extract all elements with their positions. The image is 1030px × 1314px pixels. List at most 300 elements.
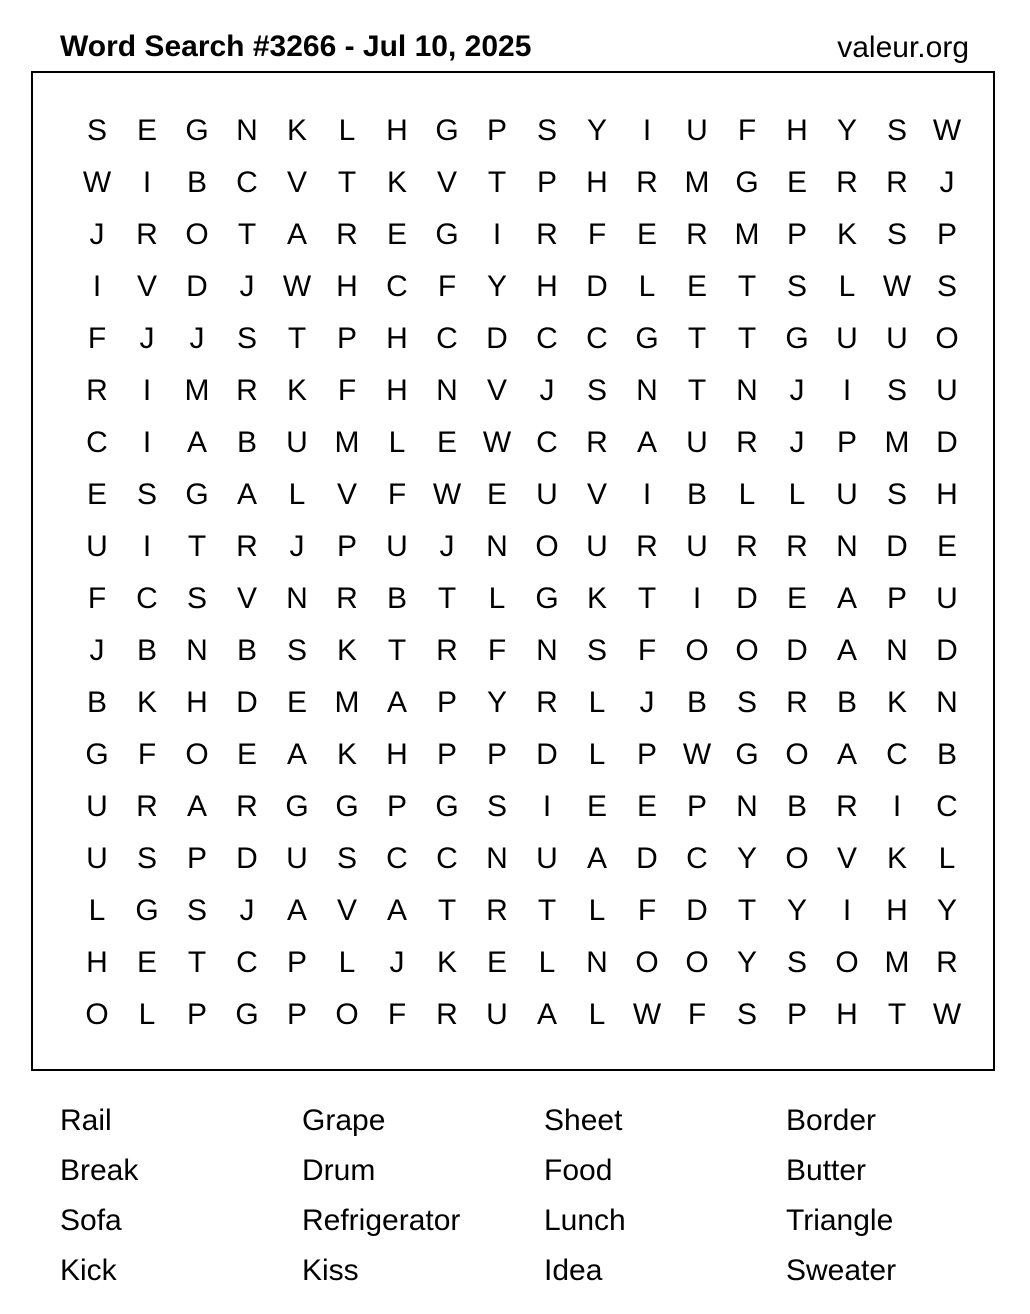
grid-cell[interactable]: U	[536, 842, 558, 875]
grid-cell[interactable]: E	[636, 790, 657, 823]
grid-cell[interactable]: G	[435, 790, 459, 823]
grid-cell[interactable]: N	[536, 634, 558, 667]
grid-cell[interactable]: E	[386, 218, 407, 251]
grid-cell[interactable]: F	[737, 114, 757, 147]
grid-cell[interactable]: L	[538, 946, 556, 979]
grid-cell[interactable]: Y	[936, 894, 957, 927]
grid-cell[interactable]: C	[536, 426, 558, 459]
grid-cell[interactable]: J	[389, 946, 405, 979]
grid-cell[interactable]: R	[136, 790, 158, 823]
grid-cell[interactable]: E	[486, 946, 507, 979]
grid-cell[interactable]: Y	[486, 686, 507, 719]
grid-cell[interactable]: E	[286, 686, 307, 719]
grid-cell[interactable]: I	[142, 374, 152, 407]
grid-cell[interactable]: A	[836, 582, 857, 615]
grid-cell[interactable]: K	[336, 634, 357, 667]
grid-cell[interactable]: L	[738, 478, 756, 511]
grid-cell[interactable]: V	[236, 582, 257, 615]
grid-cell[interactable]: F	[87, 322, 107, 355]
grid-cell[interactable]: L	[588, 686, 606, 719]
grid-cell[interactable]: U	[286, 426, 308, 459]
grid-cell[interactable]: I	[892, 790, 902, 823]
grid-cell[interactable]: U	[86, 842, 108, 875]
grid-cell[interactable]: R	[586, 426, 608, 459]
grid-cell[interactable]: P	[336, 322, 357, 355]
grid-cell[interactable]: F	[487, 634, 507, 667]
grid-cell[interactable]: D	[936, 426, 958, 459]
grid-cell[interactable]: I	[642, 114, 652, 147]
grid-cell[interactable]: O	[185, 738, 209, 771]
grid-cell[interactable]: I	[542, 790, 552, 823]
grid-cell[interactable]: H	[786, 114, 808, 147]
grid-cell[interactable]: M	[734, 218, 760, 251]
grid-cell[interactable]: S	[886, 478, 907, 511]
grid-cell[interactable]: J	[189, 322, 205, 355]
grid-cell[interactable]: N	[286, 582, 308, 615]
grid-cell[interactable]: J	[789, 426, 805, 459]
grid-cell[interactable]: C	[236, 946, 258, 979]
grid-cell[interactable]: N	[736, 790, 758, 823]
grid-cell[interactable]: L	[938, 842, 956, 875]
grid-cell[interactable]: R	[686, 218, 708, 251]
grid-cell[interactable]: U	[586, 530, 608, 563]
grid-cell[interactable]: C	[886, 738, 908, 771]
grid-cell[interactable]: J	[239, 270, 255, 303]
grid-cell[interactable]: D	[236, 686, 258, 719]
grid-cell[interactable]: Y	[586, 114, 607, 147]
grid-cell[interactable]: B	[86, 686, 107, 719]
grid-cell[interactable]: G	[735, 738, 759, 771]
grid-cell[interactable]: G	[535, 582, 559, 615]
grid-cell[interactable]: F	[437, 270, 457, 303]
grid-cell[interactable]: J	[639, 686, 655, 719]
grid-cell[interactable]: W	[932, 998, 962, 1031]
grid-cell[interactable]: Y	[836, 114, 857, 147]
grid-cell[interactable]: H	[336, 270, 358, 303]
grid-cell[interactable]: V	[436, 166, 457, 199]
grid-cell[interactable]: S	[586, 634, 607, 667]
grid-cell[interactable]: T	[687, 322, 707, 355]
grid-cell[interactable]: U	[836, 322, 858, 355]
grid-cell[interactable]: P	[186, 998, 207, 1031]
grid-cell[interactable]: T	[637, 582, 657, 615]
grid-cell[interactable]: J	[89, 218, 105, 251]
grid-cell[interactable]: S	[336, 842, 357, 875]
grid-cell[interactable]: A	[236, 478, 257, 511]
grid-cell[interactable]: B	[236, 634, 257, 667]
grid-cell[interactable]: F	[337, 374, 357, 407]
grid-cell[interactable]: C	[936, 790, 958, 823]
grid-cell[interactable]: W	[82, 166, 112, 199]
grid-cell[interactable]: C	[586, 322, 608, 355]
grid-cell[interactable]: H	[536, 270, 558, 303]
grid-cell[interactable]: W	[882, 270, 912, 303]
grid-cell[interactable]: S	[786, 270, 807, 303]
grid-cell[interactable]: F	[87, 582, 107, 615]
grid-cell[interactable]: U	[486, 998, 508, 1031]
grid-cell[interactable]: H	[386, 322, 408, 355]
grid-cell[interactable]: H	[386, 374, 408, 407]
grid-cell[interactable]: T	[437, 894, 457, 927]
grid-cell[interactable]: F	[637, 634, 657, 667]
grid-cell[interactable]: G	[135, 894, 159, 927]
grid-cell[interactable]: C	[686, 842, 708, 875]
grid-cell[interactable]: L	[488, 582, 506, 615]
grid-cell[interactable]: K	[836, 218, 857, 251]
grid-cell[interactable]: B	[686, 478, 707, 511]
grid-cell[interactable]: U	[886, 322, 908, 355]
grid-cell[interactable]: C	[386, 842, 408, 875]
grid-cell[interactable]: N	[486, 842, 508, 875]
grid-cell[interactable]: N	[586, 946, 608, 979]
grid-cell[interactable]: F	[687, 998, 707, 1031]
grid-cell[interactable]: O	[185, 218, 209, 251]
grid-cell[interactable]: E	[486, 478, 507, 511]
grid-cell[interactable]: R	[736, 426, 758, 459]
grid-cell[interactable]: J	[789, 374, 805, 407]
grid-cell[interactable]: I	[142, 426, 152, 459]
grid-cell[interactable]: E	[586, 790, 607, 823]
grid-cell[interactable]: J	[439, 530, 455, 563]
grid-cell[interactable]: S	[586, 374, 607, 407]
grid-cell[interactable]: C	[386, 270, 408, 303]
grid-cell[interactable]: R	[536, 218, 558, 251]
grid-cell[interactable]: I	[492, 218, 502, 251]
grid-cell[interactable]: T	[737, 894, 757, 927]
grid-cell[interactable]: A	[386, 894, 407, 927]
grid-cell[interactable]: K	[286, 114, 307, 147]
grid-cell[interactable]: J	[939, 166, 955, 199]
grid-cell[interactable]: A	[536, 998, 557, 1031]
grid-cell[interactable]: M	[884, 426, 910, 459]
grid-cell[interactable]: O	[835, 946, 859, 979]
grid-cell[interactable]: B	[236, 426, 257, 459]
grid-cell[interactable]: E	[636, 218, 657, 251]
grid-cell[interactable]: L	[838, 270, 856, 303]
grid-cell[interactable]: G	[235, 998, 259, 1031]
grid-cell[interactable]: M	[334, 426, 360, 459]
grid-cell[interactable]: G	[335, 790, 359, 823]
grid-cell[interactable]: V	[836, 842, 857, 875]
grid-cell[interactable]: S	[486, 790, 507, 823]
grid-cell[interactable]: V	[336, 894, 357, 927]
grid-cell[interactable]: I	[92, 270, 102, 303]
grid-cell[interactable]: B	[836, 686, 857, 719]
grid-cell[interactable]: P	[286, 946, 307, 979]
grid-cell[interactable]: A	[286, 894, 307, 927]
grid-cell[interactable]: A	[286, 218, 307, 251]
grid-cell[interactable]: R	[636, 166, 658, 199]
grid-cell[interactable]: W	[282, 270, 312, 303]
grid-cell[interactable]: L	[788, 478, 806, 511]
grid-cell[interactable]: U	[686, 426, 708, 459]
grid-cell[interactable]: P	[386, 790, 407, 823]
grid-cell[interactable]: P	[886, 582, 907, 615]
grid-cell[interactable]: N	[186, 634, 208, 667]
grid-cell[interactable]: T	[887, 998, 907, 1031]
grid-cell[interactable]: N	[736, 374, 758, 407]
grid-cell[interactable]: L	[338, 114, 356, 147]
grid-cell[interactable]: G	[435, 114, 459, 147]
grid-cell[interactable]: S	[936, 270, 957, 303]
grid-cell[interactable]: W	[432, 478, 462, 511]
grid-cell[interactable]: E	[786, 166, 807, 199]
grid-cell[interactable]: G	[635, 322, 659, 355]
grid-cell[interactable]: H	[936, 478, 958, 511]
grid-cell[interactable]: B	[936, 738, 957, 771]
grid-cell[interactable]: C	[436, 322, 458, 355]
grid-cell[interactable]: Y	[786, 894, 807, 927]
grid-cell[interactable]: D	[236, 842, 258, 875]
grid-cell[interactable]: K	[386, 166, 407, 199]
grid-cell[interactable]: I	[642, 478, 652, 511]
grid-cell[interactable]: U	[536, 478, 558, 511]
grid-cell[interactable]: Y	[736, 842, 757, 875]
grid-cell[interactable]: K	[286, 374, 307, 407]
grid-cell[interactable]: R	[436, 634, 458, 667]
grid-cell[interactable]: P	[786, 998, 807, 1031]
grid-cell[interactable]: P	[636, 738, 657, 771]
grid-cell[interactable]: O	[85, 998, 109, 1031]
grid-cell[interactable]: K	[336, 738, 357, 771]
grid-cell[interactable]: M	[684, 166, 710, 199]
grid-cell[interactable]: L	[638, 270, 656, 303]
grid-cell[interactable]: S	[786, 946, 807, 979]
grid-cell[interactable]: G	[85, 738, 109, 771]
grid-cell[interactable]: F	[387, 478, 407, 511]
grid-cell[interactable]: D	[786, 634, 808, 667]
grid-cell[interactable]: D	[586, 270, 608, 303]
grid-cell[interactable]: O	[785, 842, 809, 875]
grid-cell[interactable]: K	[886, 686, 907, 719]
grid-cell[interactable]: V	[336, 478, 357, 511]
grid-cell[interactable]: C	[236, 166, 258, 199]
grid-cell[interactable]: G	[185, 478, 209, 511]
grid-cell[interactable]: N	[236, 114, 258, 147]
grid-cell[interactable]: A	[636, 426, 657, 459]
grid-cell[interactable]: V	[286, 166, 307, 199]
grid-cell[interactable]: O	[535, 530, 559, 563]
grid-cell[interactable]: W	[682, 738, 712, 771]
grid-cell[interactable]: T	[387, 634, 407, 667]
grid-cell[interactable]: S	[136, 478, 157, 511]
grid-cell[interactable]: B	[386, 582, 407, 615]
grid-cell[interactable]: U	[936, 374, 958, 407]
grid-cell[interactable]: H	[586, 166, 608, 199]
grid-cell[interactable]: J	[239, 894, 255, 927]
grid-cell[interactable]: D	[736, 582, 758, 615]
grid-cell[interactable]: S	[886, 218, 907, 251]
grid-cell[interactable]: U	[836, 478, 858, 511]
grid-cell[interactable]: B	[186, 166, 207, 199]
grid-cell[interactable]: R	[236, 374, 258, 407]
grid-cell[interactable]: T	[737, 270, 757, 303]
grid-cell[interactable]: Y	[736, 946, 757, 979]
grid-cell[interactable]: E	[236, 738, 257, 771]
grid-cell[interactable]: U	[86, 530, 108, 563]
grid-cell[interactable]: P	[286, 998, 307, 1031]
grid-cell[interactable]: I	[842, 374, 852, 407]
grid-cell[interactable]: C	[536, 322, 558, 355]
grid-cell[interactable]: H	[836, 998, 858, 1031]
grid-cell[interactable]: W	[632, 998, 662, 1031]
grid-cell[interactable]: S	[86, 114, 107, 147]
grid-cell[interactable]: N	[636, 374, 658, 407]
grid-cell[interactable]: F	[587, 218, 607, 251]
grid-cell[interactable]: R	[636, 530, 658, 563]
grid-cell[interactable]: P	[536, 166, 557, 199]
grid-cell[interactable]: P	[936, 218, 957, 251]
grid-cell[interactable]: M	[884, 946, 910, 979]
grid-cell[interactable]: T	[287, 322, 307, 355]
grid-cell[interactable]: M	[334, 686, 360, 719]
grid-cell[interactable]: D	[936, 634, 958, 667]
grid-cell[interactable]: A	[186, 426, 207, 459]
grid-cell[interactable]: T	[237, 218, 257, 251]
grid-cell[interactable]: I	[142, 166, 152, 199]
grid-cell[interactable]: I	[142, 530, 152, 563]
grid-cell[interactable]: L	[588, 738, 606, 771]
grid-cell[interactable]: E	[436, 426, 457, 459]
grid-cell[interactable]: D	[186, 270, 208, 303]
grid-cell[interactable]: F	[387, 998, 407, 1031]
grid-cell[interactable]: V	[136, 270, 157, 303]
grid-cell[interactable]: L	[338, 946, 356, 979]
grid-cell[interactable]: R	[786, 686, 808, 719]
grid-cell[interactable]: R	[86, 374, 108, 407]
grid-cell[interactable]: A	[836, 738, 857, 771]
grid-cell[interactable]: S	[136, 842, 157, 875]
grid-cell[interactable]: R	[236, 790, 258, 823]
grid-cell[interactable]: I	[692, 582, 702, 615]
grid-cell[interactable]: G	[285, 790, 309, 823]
grid-cell[interactable]: O	[685, 946, 709, 979]
grid-cell[interactable]: S	[186, 582, 207, 615]
grid-cell[interactable]: J	[539, 374, 555, 407]
grid-cell[interactable]: R	[236, 530, 258, 563]
grid-cell[interactable]: S	[236, 322, 257, 355]
grid-cell[interactable]: N	[836, 530, 858, 563]
grid-cell[interactable]: H	[386, 114, 408, 147]
grid-cell[interactable]: N	[936, 686, 958, 719]
grid-cell[interactable]: T	[687, 374, 707, 407]
grid-cell[interactable]: D	[686, 894, 708, 927]
grid-cell[interactable]: D	[486, 322, 508, 355]
grid-cell[interactable]: T	[437, 582, 457, 615]
grid-cell[interactable]: T	[337, 166, 357, 199]
grid-cell[interactable]: J	[89, 634, 105, 667]
grid-cell[interactable]: G	[435, 218, 459, 251]
grid-cell[interactable]: O	[735, 634, 759, 667]
grid-cell[interactable]: E	[136, 114, 157, 147]
grid-cell[interactable]: U	[686, 114, 708, 147]
grid-cell[interactable]: T	[737, 322, 757, 355]
grid-cell[interactable]: O	[335, 998, 359, 1031]
grid-cell[interactable]: D	[886, 530, 908, 563]
grid-cell[interactable]: T	[537, 894, 557, 927]
grid-cell[interactable]: R	[836, 790, 858, 823]
grid-cell[interactable]: N	[436, 374, 458, 407]
grid-cell[interactable]: O	[635, 946, 659, 979]
grid-cell[interactable]: M	[184, 374, 210, 407]
grid-cell[interactable]: T	[187, 946, 207, 979]
grid-cell[interactable]: V	[486, 374, 507, 407]
grid-cell[interactable]: T	[487, 166, 507, 199]
grid-cell[interactable]: U	[936, 582, 958, 615]
grid-cell[interactable]: S	[186, 894, 207, 927]
grid-cell[interactable]: R	[736, 530, 758, 563]
grid-cell[interactable]: P	[336, 530, 357, 563]
grid-cell[interactable]: O	[935, 322, 959, 355]
grid-cell[interactable]: P	[786, 218, 807, 251]
grid-cell[interactable]: U	[86, 790, 108, 823]
grid-cell[interactable]: E	[786, 582, 807, 615]
grid-cell[interactable]: A	[836, 634, 857, 667]
grid-cell[interactable]: P	[436, 738, 457, 771]
grid-cell[interactable]: K	[436, 946, 457, 979]
grid-cell[interactable]: S	[736, 998, 757, 1031]
grid-cell[interactable]: O	[785, 738, 809, 771]
grid-cell[interactable]: C	[86, 426, 108, 459]
grid-cell[interactable]: E	[686, 270, 707, 303]
grid-cell[interactable]: S	[886, 374, 907, 407]
grid-cell[interactable]: L	[288, 478, 306, 511]
grid-cell[interactable]: R	[786, 530, 808, 563]
grid-cell[interactable]: A	[286, 738, 307, 771]
grid-cell[interactable]: O	[685, 634, 709, 667]
grid-cell[interactable]: B	[686, 686, 707, 719]
grid-cell[interactable]: F	[637, 894, 657, 927]
grid-cell[interactable]: L	[388, 426, 406, 459]
grid-cell[interactable]: H	[386, 738, 408, 771]
grid-cell[interactable]: J	[289, 530, 305, 563]
grid-cell[interactable]: L	[588, 998, 606, 1031]
grid-cell[interactable]: K	[136, 686, 157, 719]
grid-cell[interactable]: N	[486, 530, 508, 563]
grid-cell[interactable]: B	[136, 634, 157, 667]
grid-cell[interactable]: P	[686, 790, 707, 823]
grid-cell[interactable]: J	[139, 322, 155, 355]
grid-cell[interactable]: R	[336, 218, 358, 251]
grid-cell[interactable]: G	[785, 322, 809, 355]
grid-cell[interactable]: S	[736, 686, 757, 719]
grid-cell[interactable]: D	[636, 842, 658, 875]
grid-cell[interactable]: L	[88, 894, 106, 927]
grid-cell[interactable]: F	[137, 738, 157, 771]
grid-cell[interactable]: R	[136, 218, 158, 251]
grid-cell[interactable]: H	[886, 894, 908, 927]
grid-cell[interactable]: Y	[486, 270, 507, 303]
grid-cell[interactable]: I	[842, 894, 852, 927]
grid-cell[interactable]: P	[186, 842, 207, 875]
grid-cell[interactable]: R	[436, 998, 458, 1031]
grid-cell[interactable]: C	[436, 842, 458, 875]
grid-cell[interactable]: C	[136, 582, 158, 615]
grid-cell[interactable]: L	[588, 894, 606, 927]
grid-cell[interactable]: S	[886, 114, 907, 147]
grid-cell[interactable]: P	[486, 114, 507, 147]
grid-cell[interactable]: K	[886, 842, 907, 875]
grid-cell[interactable]: E	[86, 478, 107, 511]
grid-cell[interactable]: W	[932, 114, 962, 147]
grid-cell[interactable]: P	[436, 686, 457, 719]
grid-cell[interactable]: U	[386, 530, 408, 563]
grid-cell[interactable]: A	[586, 842, 607, 875]
grid-cell[interactable]: R	[486, 894, 508, 927]
grid-cell[interactable]: G	[185, 114, 209, 147]
grid-cell[interactable]: D	[536, 738, 558, 771]
grid-cell[interactable]: A	[386, 686, 407, 719]
